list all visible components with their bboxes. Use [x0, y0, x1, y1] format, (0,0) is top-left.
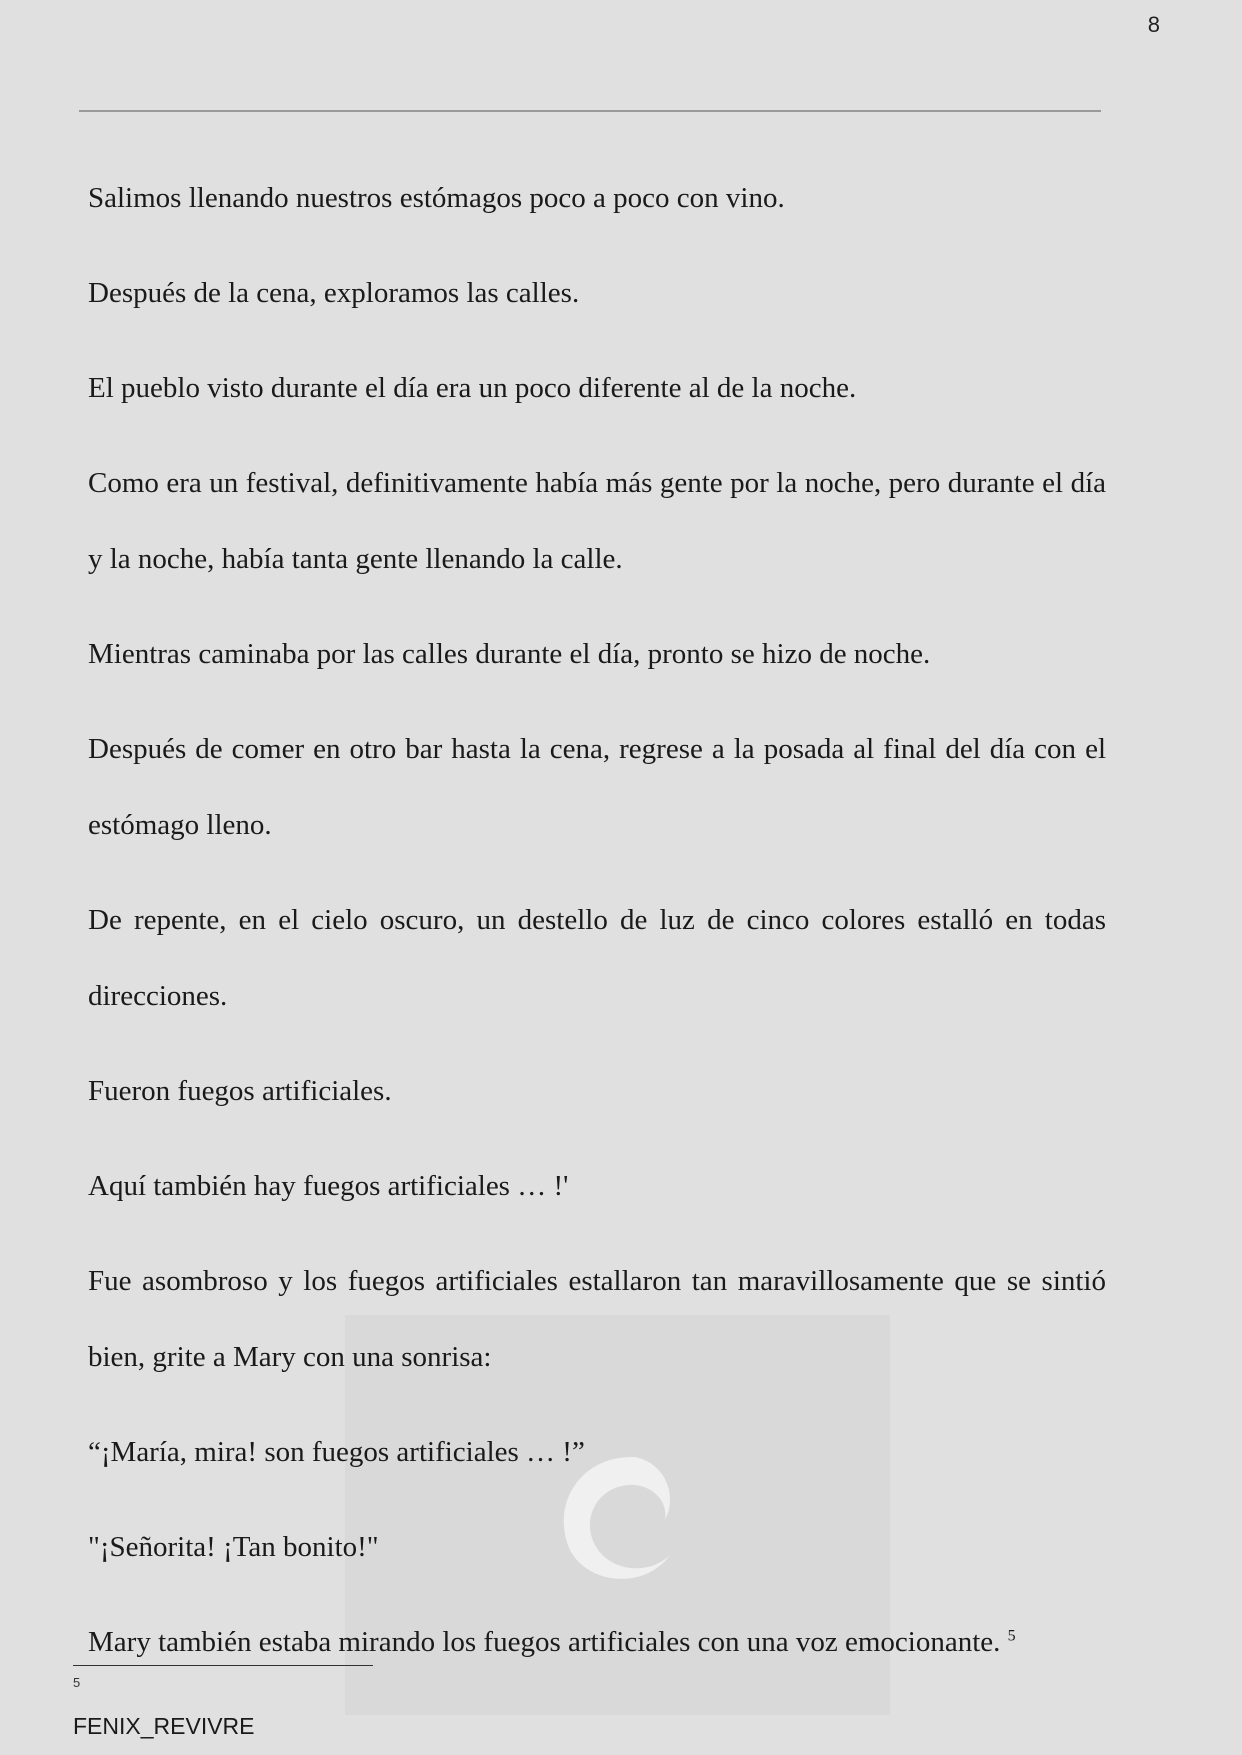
paragraph: Fueron fuegos artificiales.	[88, 1075, 392, 1107]
paragraph-last	[88, 1604, 1106, 1680]
paragraph: Fue asombroso y los fuegos artificiales estallaron tan maravillosamente que se sintió bien, grite a Mary con una sonrisa:	[88, 1265, 1106, 1373]
paragraph: De repente, en el cielo oscuro, un destello de luz de cinco colores estalló en todas direcciones.	[88, 904, 1106, 1012]
footer-label: FENIX_REVIVRE	[73, 1713, 255, 1739]
footnote-number: 5	[73, 1675, 81, 1690]
paragraph: Después de la cena, exploramos las calles.	[88, 277, 580, 309]
paragraph: Salimos llenando nuestros estómagos poco a poco con vino.	[88, 182, 785, 214]
paragraph: El pueblo visto durante el día era un poco diferente al de la noche.	[88, 372, 857, 404]
footnote-reference[interactable]: 5	[1007, 1627, 1016, 1645]
paragraph: Después de comer en otro bar hasta la cena, regrese a la posada al final del día con el estómago lleno.	[88, 733, 1106, 841]
paragraph-text: Mary también estaba mirando los fuegos artificiales con una voz emocionante.	[88, 1626, 1001, 1658]
page-number: 8	[1147, 12, 1160, 37]
body-text	[88, 160, 1106, 1699]
footnote-divider	[73, 1665, 373, 1666]
header-divider	[79, 110, 1101, 112]
paragraph: “¡María, mira! son fuegos artificiales … !”	[88, 1436, 585, 1468]
paragraph: Como era un festival, definitivamente había más gente por la noche, pero durante el día y la noche, había tanta gente llenando la calle.	[88, 467, 1106, 575]
paragraph: Mientras caminaba por las calles durante el día, pronto se hizo de noche.	[88, 638, 931, 670]
paragraph: "¡Señorita! ¡Tan bonito!"	[88, 1531, 379, 1563]
paragraph: Aquí también hay fuegos artificiales … !'	[88, 1170, 569, 1202]
